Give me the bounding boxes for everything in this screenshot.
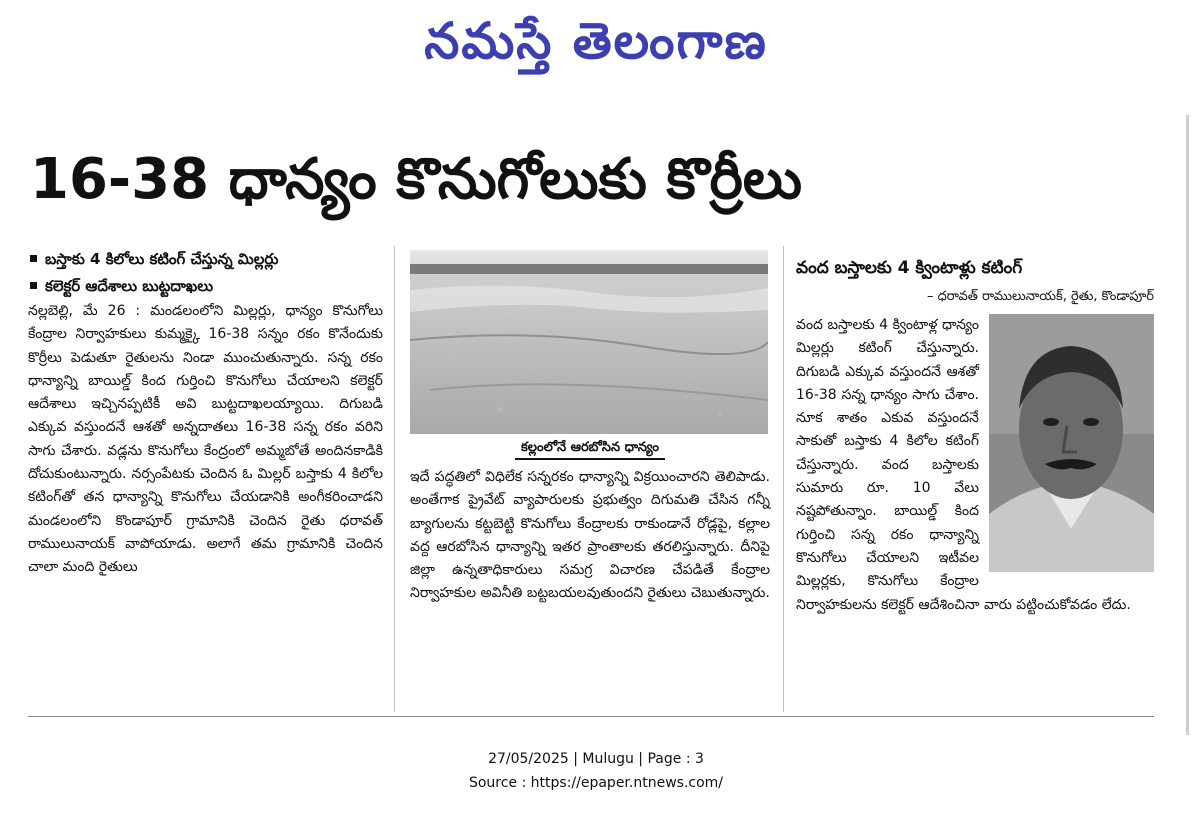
footer-source-line: Source : https://epaper.ntnews.com/ bbox=[468, 775, 724, 791]
square-bullet-icon bbox=[30, 255, 37, 262]
article-body-right: వంద బస్తాలకు 4 క్వింటాళ్ల ధాన్యం మిల్లర్లు కటింగ్ చేస్తున్నారు. దిగుబడి ఎక్కువ వస్తుందనే ఆశతో 16-38 సన్న ధాన్యం సాగు చేశాం. నూక శాతం ఎకువ వస్తుందనే సాకుతో బస్తాకు 4 కిలోల కటింగ్ చేస్తున్నారు. వంద బస్తాలకు సుమారు రూ. 10 వేలు నష్టపోతున్నాం. బాయిల్డ్ కింద గుర్తించి సన్న రకం ధాన్యాన్ని కొనుగోలు చేయాలని ఇటీవల మిల్లర్లకు, కొనుగోలు కేంద్రాల నిర్వాహకులను కలెక్టర్ ఆదేశించినా వారు పట్టించుకోవడం లేదు. bbox=[796, 317, 1131, 613]
footer-date-line: 27/05/2025 | Mulugu | Page : 3 bbox=[488, 751, 704, 767]
quote-subhead: వంద బస్తాలకు 4 క్వింటాళ్లు కటింగ్ bbox=[796, 258, 1023, 278]
masthead-logo: నమస్తే తెలంగాణ bbox=[424, 12, 768, 70]
middle-column bbox=[410, 246, 770, 606]
bullet-point bbox=[28, 246, 383, 273]
left-column bbox=[28, 246, 383, 580]
headline: 16-38 ధాన్యం కొనుగోలుకు కొర్రీలు bbox=[30, 147, 802, 212]
bullet-point bbox=[28, 273, 383, 300]
bullet-text: కలెక్టర్ ఆదేశాలు బుట్టదాఖలు bbox=[45, 277, 214, 295]
footer-rule bbox=[28, 716, 1154, 717]
column-divider bbox=[394, 246, 395, 712]
page-edge-rule bbox=[1186, 115, 1189, 735]
article-body-left: నల్లబెల్లి, మే 26 : మండలంలోని మిల్లర్లు, ధాన్యం కొనుగోలు కేంద్రాల నిర్వాహకులు కుమ్మక్కై 16-38 సన్నం రకం కొనేందుకు కొర్రీలు పెడుతూ రైతులను నిండా ముంచుతున్నారు. సన్న రకం ధాన్యాన్ని బాయిల్డ్ కింద గుర్తించి కొనుగోలు చేయాలని కలెక్టర్ ఆదేశాలు ఇచ్చినప్పటికీ అవి బుట్టదాఖలయ్యాయి. దిగుబడి ఎక్కువ వస్తుందనే ఆశతో అన్నదాతలు 16-38 సన్న రకం వరిని సాగు చేశారు. వడ్లను కొనుగోలు కేంద్రంలో అమ్మబోతే అందినకాడికి దోచుకుంటున్నారు. నర్సంపేటకు చెందిన ఓ మిల్లర్ బస్తాకు 4 కిలోల కటింగ్‌తో తన ధాన్యాన్ని కొనుగోలు చేయడానికి అంగీకరించాడని మండలంలోని కొండాపూర్ గ్రామానికి చెందిన రైతు ధరావత్ రాములునాయక్ వాపోయాడు. అలాగే తమ గ్రామానికి చెందిన చాలా మంది రైతులు bbox=[28, 303, 383, 576]
grain-field-photo bbox=[410, 250, 768, 434]
article-body-middle: ఇదే పద్ధతిలో విధిలేక సన్నరకం ధాన్యాన్ని విక్రయించారని తెలిపాడు. అంతేగాక ప్రైవేట్ వ్యాపారులకు ప్రభుత్వం దిగుమతి చేసిన గన్నీ బ్యాగులను కట్టబెట్టి కొనుగోలు కేంద్రాలకు రాకుండానే రోడ్లపై, కల్లాల వద్ద ఆరబోసిన ధాన్యాన్ని ఇతర ప్రాంతాలకు తరలిస్తున్నారు. దీనిపై జిల్లా ఉన్నతాధికారులు సమగ్ర విచారణ చేపడితే కేంద్రాల నిర్వాహకుల అవినీతి బట్టబయలవుతుందని రైతులు చెబుతున్నారు. bbox=[410, 469, 770, 602]
bullet-text: బస్తాకు 4 కిలోలు కటింగ్ చేస్తున్న మిల్లర్లు bbox=[45, 250, 279, 268]
farmer-portrait bbox=[989, 314, 1154, 572]
photo-caption: కల్లంలోనే ఆరబోసిన ధాన్యం bbox=[410, 440, 770, 458]
square-bullet-icon bbox=[30, 282, 37, 289]
grain-field-image bbox=[410, 250, 768, 434]
right-column bbox=[796, 246, 1154, 617]
column-divider bbox=[783, 246, 784, 712]
quote-byline: – ధరావత్ రాములునాయక్, రైతు, కొండాపూర్ bbox=[926, 289, 1154, 304]
